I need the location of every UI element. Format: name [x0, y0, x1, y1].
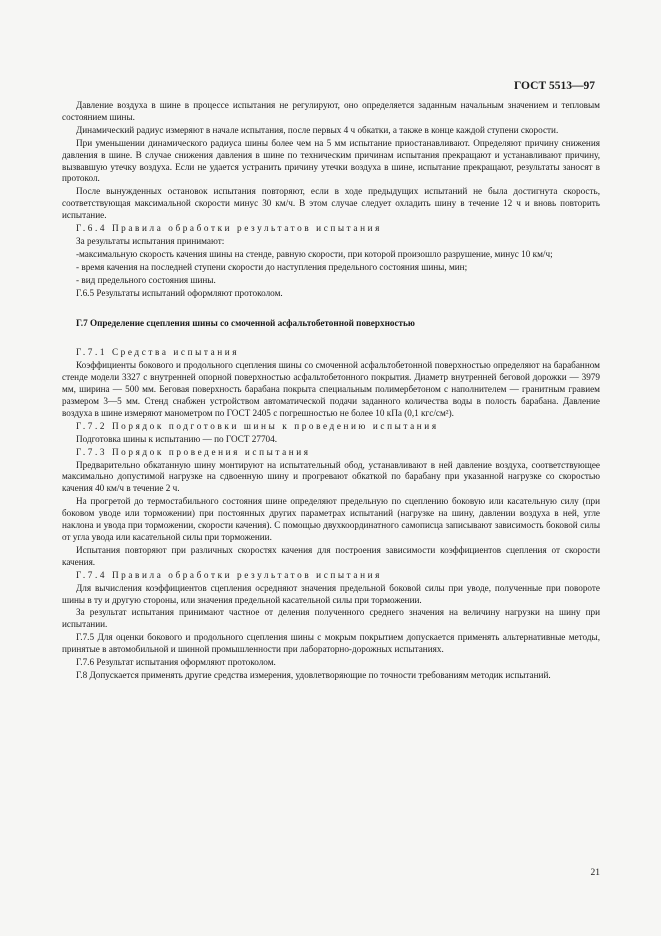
paragraph: Динамический радиус измеряют в начале испытания, после первых 4 ч обкатки, а также в конце каждой ступени скорости. [76, 124, 559, 135]
paragraph: Г.7.5 Для оценки бокового и продольного сцепления шины с мокрым покрытием допускается применять альтернативные методы, принятые в автомобильной и шинной промышленности при лабораторно-дорожных испытаниях. [62, 632, 600, 655]
paragraph: После вынужденных остановок испытания повторяют, если в ходе предыдущих испытаний не была достигнута скорость, соответствующая максимальной скорости минус 30 км/ч. В этом случае следует охладить шину в течение 12 ч и вновь повторить испытание. [62, 186, 600, 221]
subsection-heading: Г.7.2 Порядок подготовки шины к проведению испытания [76, 420, 439, 431]
section-heading: Г.7 Определение сцепления шины со смоченной асфальтобетонной поверхностью [76, 317, 415, 328]
paragraph: Подготовка шины к испытанию — по ГОСТ 27704. [76, 433, 278, 444]
standard-number: ГОСТ 5513—97 [514, 80, 595, 92]
paragraph: Коэффициенты бокового и продольного сцепления шины со смоченной асфальтобетонной поверхностью определяют на барабанном стенде модели 3327 с внутренней опорной поверхностью асфальтобетонного покрытия. Диаметр внутренней беговой дорожки — 3979 мм, ширина — 500 мм. Беговая поверхность барабана покрыта специальным полимербетоном с наполнителем — гранитным гравием размером 3—5 мм. Стенд снабжен устройством автоматической подачи заданного количества воды в полость барабана. Давление воздуха в шине измеряют манометром по ГОСТ 2405 с погрешностью не более 10 кПа (0,1 кгс/см²). [62, 360, 600, 418]
paragraph: Г.7.6 Результат испытания оформляют протоколом. [76, 657, 276, 668]
subsection-heading: Г.6.4 Правила обработки результатов испытания [76, 223, 382, 234]
subsection-heading: Г.7.1 Средства испытания [76, 347, 240, 358]
paragraph: Предварительно обкатанную шину монтируют на испытательный обод, устанавливают в ней давление воздуха, соответствующее максимально допустимой нагрузке на сдвоенную шину и прогревают обкаткой по барабану при указанной нагрузке со скоростью качения 40 км/ч в течение 2 ч. [62, 459, 600, 494]
subsection-heading: Г.7.3 Порядок проведения испытания [76, 446, 311, 457]
paragraph: При уменьшении динамического радиуса шины более чем на 5 мм испытание приостанавливают. Определяют причину снижения давления в шине. В случае снижения давления в шине по техническим причинам испытания прекращают и устанавливают причину, вызвавшую утечку воздуха. Если не удается устранить причину утечки воздуха в шине, испытание прекращают, результаты заносят в протокол. [62, 137, 600, 184]
paragraph: Для вычисления коэффициентов сцепления осредняют значения предельной боковой силы при уводе, полученные при повороте шины в ту и другую стороны, или значения предельной касательной силы при торможении. [62, 582, 600, 605]
paragraph: Испытания повторяют при различных скоростях качения для построения зависимости коэффициентов сцепления от скорости качения. [62, 544, 600, 567]
list-item: - вид предельного состояния шины. [76, 274, 216, 285]
paragraph: Г.8 Допускается применять другие средства измерения, удовлетворяющие по точности требованиям методик испытаний. [76, 669, 551, 680]
paragraph: За результаты испытания принимают: [76, 235, 225, 246]
paragraph: Давление воздуха в шине в процессе испытания не регулируют, оно определяется заданным начальным значением и тепловым состоянием шины. [62, 100, 600, 122]
list-item: -максимальную скорость качения шины на стенде, равную скорости, при которой произошло разрушение, минус 10 км/ч; [76, 248, 553, 259]
paragraph: За результат испытания принимают частное от деления полученного среднего значения на величину нагрузки на шину при испытании. [62, 607, 600, 630]
list-item: - время качения на последней ступени скорости до наступления предельного состояния шины, мин; [76, 261, 468, 272]
document-body [62, 100, 600, 683]
paragraph: Г.6.5 Результаты испытаний оформляют протоколом. [76, 287, 283, 298]
paragraph: На прогретой до термостабильного состояния шине определяют предельную по сцеплению боковую или касательную силу (при боковом уводе или торможении) при постоянных других параметрах испытаний (нагрузке на шину, давлении воздуха в ней, угле наклона и увода при торможении, скорости качения). С помощью двухкоординатного самописца записывают зависимость боковой силы от угла увода или касательной силы при торможении. [62, 496, 600, 542]
subsection-heading: Г.7.4 Правила обработки результатов испытания [76, 569, 382, 580]
page-number: 21 [590, 868, 600, 878]
